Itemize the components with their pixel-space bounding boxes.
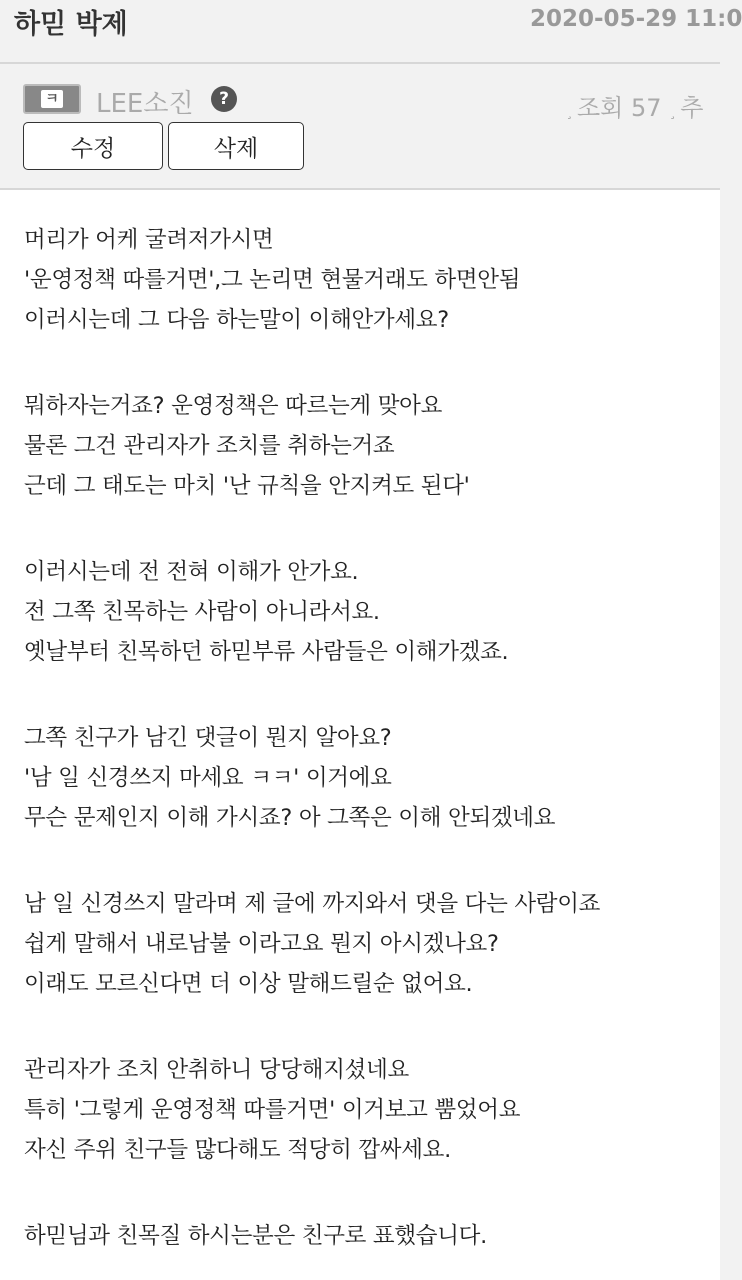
level-badge-icon: [23, 84, 81, 114]
body-line: 전 그쪽 친목하는 사람이 아니라서요.: [24, 599, 380, 625]
post-meta: [0, 64, 720, 190]
post-header: [0, 0, 742, 64]
body-line: 물론 그건 관리자가 조치를 취하는거죠: [24, 433, 395, 459]
body-line: 뭐하자는거죠? 운영정책은 따르는게 맞아요: [24, 393, 443, 419]
separator-icon: ¸: [566, 104, 573, 120]
recommend-label: 추: [680, 94, 704, 122]
body-line: '남 일 신경쓰지 마세요 ㅋㅋ' 이거에요: [24, 765, 392, 791]
help-icon[interactable]: ?: [211, 86, 237, 112]
level-badge-text: ㅋ: [41, 90, 63, 108]
body-line: 근데 그 태도는 마치 '난 규칙을 안지켜도 된다': [24, 473, 470, 499]
body-line: 자신 주위 친구들 많다해도 적당히 깝싸세요.: [24, 1137, 451, 1163]
body-line: 그쪽 친구가 남긴 댓글이 뭔지 알아요?: [24, 725, 392, 751]
body-line: 남 일 신경쓰지 말라며 제 글에 까지와서 댓을 다는 사람이죠: [24, 891, 601, 917]
body-line: 하믿님과 친목질 하시는분은 친구로 표했습니다.: [24, 1223, 487, 1249]
post-datetime: 2020-05-29 11:0: [530, 6, 742, 32]
post-stats: [566, 88, 703, 123]
body-line: 이러시는데 전 전혀 이해가 안가요.: [24, 559, 359, 585]
edit-button[interactable]: 수정: [23, 122, 163, 170]
post-title: 하믿 박제: [14, 9, 128, 40]
delete-button[interactable]: 삭제: [168, 122, 304, 170]
body-line: '운영정책 따를거면',그 논리면 현물거래도 하면안됨: [24, 267, 521, 293]
body-line: 쉽게 말해서 내로남불 이라고요 뭔지 아시겠나요?: [24, 931, 499, 957]
body-line: 특히 '그렇게 운영정책 따를거면' 이거보고 뿜었어요: [24, 1097, 521, 1123]
body-line: 머리가 어케 굴려저가시면: [24, 227, 274, 253]
author-name[interactable]: LEE소진: [96, 89, 194, 119]
body-line: 무슨 문제인지 이해 가시죠? 아 그쪽은 이해 안되겠네요: [24, 805, 556, 831]
view-count: 조회 57: [577, 94, 662, 122]
post-body: [0, 190, 720, 1280]
body-line: 이래도 모르신다면 더 이상 말해드릴순 없어요.: [24, 971, 473, 997]
body-line: 이러시는데 그 다음 하는말이 이해안가세요?: [24, 307, 449, 333]
body-line: 옛날부터 친목하던 하믿부류 사람들은 이해가겠죠.: [24, 639, 509, 665]
body-line: 관리자가 조치 안취하니 당당해지셨네요: [24, 1057, 409, 1083]
separator-icon: ¸: [669, 104, 677, 120]
